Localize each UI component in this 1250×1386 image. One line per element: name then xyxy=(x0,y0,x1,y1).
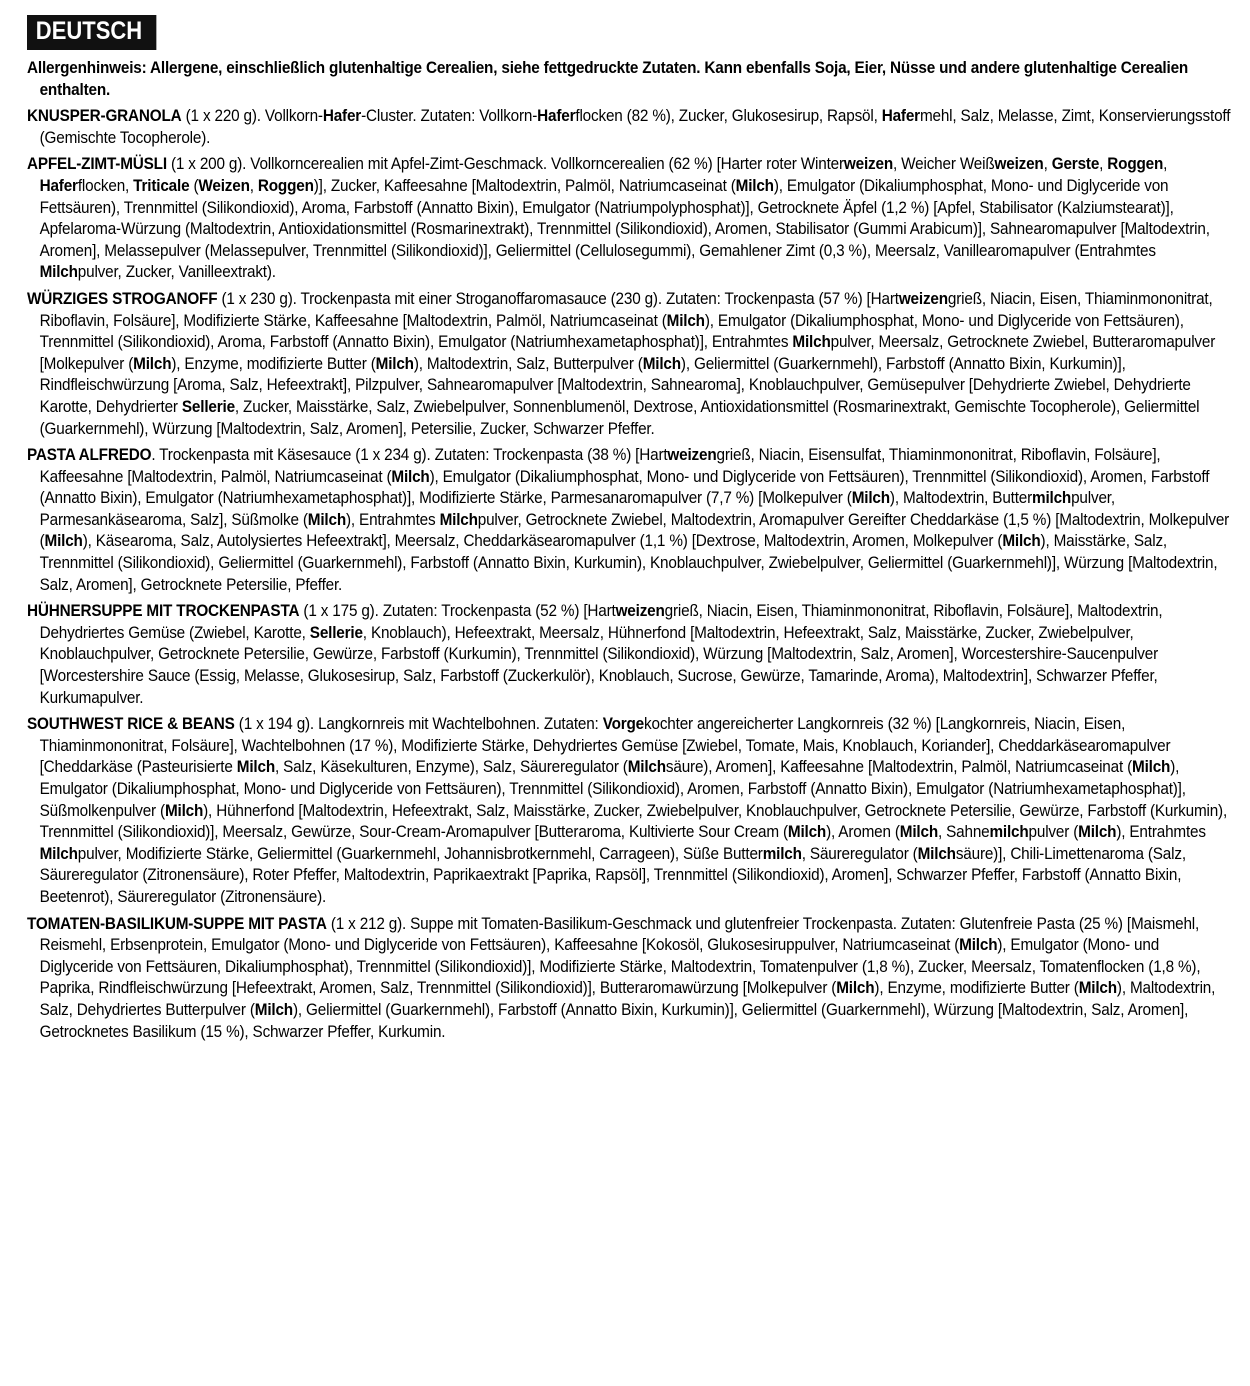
product-paragraph-apfel-zimt-muesli: APFEL-ZIMT-MÜSLI (1 x 200 g). Vollkorncerealien mit Apfel-Zimt-Geschmack. Vollkorncerealien (62 %) [Harter roter Winterweizen, Weicher Weißweizen, Gerste, Roggen, Haferflocken, Triticale (Weizen, Roggen)], Zucker, Kaffeesahne [Maltodextrin, Palmöl, Natriumcaseinat (Milch), Emulgator (Dikaliumphosphat, Mono- und Diglyceride von Fettsäuren), Trennmittel (Silikondioxid), Aroma, Farbstoff (Annatto Bixin), Emulgator (Natriumpolyphosphat)], Getrocknete Äpfel (1,2 %) [Apfel, Stabilisator (Kalziumstearat)], Apfelaroma-Würzung (Maltodextrin, Antioxidationsmittel (Rosmarinextrakt), Trennmittel (Silikondioxid), Aromen, Stabilisator (Gummi Arabicum)], Sahnearomapulver [Maltodextrin, Aromen], Melassepulver (Melassepulver, Trennmittel (Silikondioxid)], Geliermittel (Cellulosegummi), Gemahlener Zimt (0,3 %), Meersalz, Vanillearomapulver (Entrahmtes Milchpulver, Zucker, Vanilleextrakt). xyxy=(27,154,1210,282)
product-paragraph-tomaten-basilikum-suppe: TOMATEN-BASILIKUM-SUPPE MIT PASTA (1 x 212 g). Suppe mit Tomaten-Basilikum-Geschmack und glutenfreier Trockenpasta. Zutaten: Glutenfreie Pasta (25 %) [Maismehl, Reismehl, Erbsenprotein, Emulgator (Mono- und Diglyceride von Fettsäuren), Kaffeesahne [Kokosöl, Glukosesiruppulver, Natriumcaseinat (Milch), Emulgator (Mono- und Diglyceride von Fettsäuren, Dikaliumphosphat), Trennmittel (Silikondioxid)], Modifizierte Stärke, Maltodextrin, Tomatenpulver (1,8 %), Zucker, Meersalz, Tomatenflocken (1,8 %), Paprika, Rindfleischwürzung [Hefeextrakt, Aromen, Salz, Trennmittel (Silikondioxid)], Butteraromawürzung [Molkepulver (Milch), Enzyme, modifizierte Butter (Milch), Maltodextrin, Salz, Dehydriertes Butterpulver (Milch), Geliermittel (Guarkernmehl), Farbstoff (Annatto Bixin, Kurkumin)], Geliermittel (Guarkernmehl), Würzung [Maltodextrin, Salz, Aromen], Getrocknetes Basilikum (15 %), Schwarzer Pfeffer, Kurkumin. xyxy=(27,913,1216,1041)
language-header-label: DEUTSCH xyxy=(35,17,143,45)
product-paragraph-knusper-granola: KNUSPER-GRANOLA (1 x 220 g). Vollkorn-Hafer-Cluster. Zutaten: Vollkorn-Haferflocken (82 %), Zucker, Glukosesirup, Rapsöl, Hafermehl, Salz, Melasse, Zimt, Konservierungsstoff (Gemischte Tocopherole). xyxy=(27,106,1231,147)
allergen-notice: Allergenhinweis: Allergene, einschließlich glutenhaltige Cerealien, siehe fettgedruckte Zutaten. Kann ebenfalls Soja, Eier, Nüsse und andere glutenhaltige Cerealien enthalten. xyxy=(27,58,1189,99)
product-paragraph-pasta-alfredo: PASTA ALFREDO. Trockenpasta mit Käsesauce (1 x 234 g). Zutaten: Trockenpasta (38 %) [Hartweizengrieß, Niacin, Eisensulfat, Thiaminmononitrat, Riboflavin, Folsäure], Kaffeesahne [Maltodextrin, Palmöl, Natriumcaseinat (Milch), Emulgator (Dikaliumphosphat, Mono- und Diglyceride von Fettsäuren), Trennmittel (Silikondioxid), Aromen, Farbstoff (Annatto Bixin), Emulgator (Natriumhexametaphosphat)], Modifizierte Stärke, Parmesanaromapulver (7,7 %) [Molkepulver (Milch), Maltodextrin, Buttermilchpulver, Parmesankäsearoma, Salz], Süßmolke (Milch), Entrahmtes Milchpulver, Getrocknete Zwiebel, Maltodextrin, Aromapulver Gereifter Cheddarkäse (1,5 %) [Maltodextrin, Molkepulver (Milch), Käsearoma, Salz, Autolysiertes Hefeextrakt], Meersalz, Cheddarkäsearomapulver (1,1 %) [Dextrose, Maltodextrin, Aromen, Molkepulver (Milch), Maisstärke, Salz, Trennmittel (Silikondioxid), Geliermittel (Guarkernmehl), Farbstoff (Annatto Bixin, Kurkumin), Knoblauchpulver, Zwiebelpulver, Geliermittel (Guarkernmehl)], Würzung [Maltodextrin, Salz, Aromen], Getrocknete Petersilie, Pfeffer. xyxy=(27,445,1230,594)
label-content xyxy=(27,57,1235,1042)
product-paragraph-southwest-rice-beans: SOUTHWEST RICE & BEANS (1 x 194 g). Langkornreis mit Wachtelbohnen. Zutaten: Vorgekochter angereicherter Langkornreis (32 %) [Langkornreis, Niacin, Eisen, Thiaminmononitrat, Folsäure], Wachtelbohnen (17 %), Modifizierte Stärke, Dehydriertes Gemüse [Zwiebel, Tomate, Mais, Knoblauch, Koriander], Cheddarkäsearomapulver [Cheddarkäse (Pasteurisierte Milch, Salz, Käsekulturen, Enzyme), Salz, Säureregulator (Milchsäure), Aromen], Kaffeesahne [Maltodextrin, Palmöl, Natriumcaseinat (Milch), Emulgator (Dikaliumphosphat, Mono- und Diglyceride von Fettsäuren), Trennmittel (Silikondioxid), Aromen, Farbstoff (Annatto Bixin), Emulgator (Natriumhexametaphosphat)], Süßmolkenpulver (Milch), Hühnerfond [Maltodextrin, Hefeextrakt, Salz, Maisstärke, Zucker, Zwiebelpulver, Knoblauchpulver, Getrocknete Petersilie, Gewürze, Farbstoff (Kurkumin), Trennmittel (Silikondioxid)], Meersalz, Gewürze, Sour-Cream-Aromapulver [Butteraroma, Kultivierte Sour Cream (Milch), Aromen (Milch, Sahnemilchpulver (Milch), Entrahmtes Milchpulver, Modifizierte Stärke, Geliermittel (Guarkernmehl, Johannisbrotkernmehl, Carrageen), Süße Buttermilch, Säureregulator (Milchsäure)], Chili-Limettenaroma (Salz, Säureregulator (Zitronensäure), Roter Pfeffer, Maltodextrin, Paprikaextrakt [Paprika, Rapsöl], Trennmittel (Silikondioxid), Aromen], Schwarzer Pfeffer, Farbstoff (Annatto Bixin, Beetenrot), Säureregulator (Zitronensäure). xyxy=(27,714,1228,906)
language-header-badge xyxy=(27,15,156,50)
product-paragraph-wuerziges-stroganoff: WÜRZIGES STROGANOFF (1 x 230 g). Trockenpasta mit einer Stroganoffaromasauce (230 g). Zutaten: Trockenpasta (57 %) [Hartweizengrieß, Niacin, Eisen, Thiaminmononitrat, Riboflavin, Folsäure], Modifizierte Stärke, Kaffeesahne [Maltodextrin, Palmöl, Natriumcaseinat (Milch), Emulgator (Dikaliumphosphat, Mono- und Diglyceride von Fettsäuren), Trennmittel (Silikondioxid), Aroma, Farbstoff (Annatto Bixin), Emulgator (Natriumhexametaphosphat)], Entrahmtes Milchpulver, Meersalz, Getrocknete Zwiebel, Butteraromapulver [Molkepulver (Milch), Enzyme, modifizierte Butter (Milch), Maltodextrin, Salz, Butterpulver (Milch), Geliermittel (Guarkernmehl), Farbstoff (Annatto Bixin, Kurkumin)], Rindfleischwürzung [Aroma, Salz, Hefeextrakt], Pilzpulver, Sahnearomapulver [Maltodextrin, Sahnearoma], Knoblauchpulver, Gemüsepulver [Dehydrierte Zwiebel, Dehydrierte Karotte, Dehydrierter Sellerie, Zucker, Maisstärke, Salz, Zwiebelpulver, Sonnenblumenöl, Dextrose, Antioxidationsmittel (Rosmarinextrakt, Gemischte Tocopherole), Geliermittel (Guarkernmehl), Würzung [Maltodextrin, Salz, Aromen], Petersilie, Zucker, Schwarzer Pfeffer. xyxy=(27,288,1216,438)
product-paragraph-huehnersuppe: HÜHNERSUPPE MIT TROCKENPASTA (1 x 175 g). Zutaten: Trockenpasta (52 %) [Hartweizengrieß, Niacin, Eisen, Thiaminmononitrat, Riboflavin, Folsäure], Maltodextrin, Dehydriertes Gemüse (Zwiebel, Karotte, Sellerie, Knoblauch), Hefeextrakt, Meersalz, Hühnerfond [Maltodextrin, Hefeextrakt, Salz, Maisstärke, Zucker, Zwiebelpulver, Knoblauchpulver, Getrocknete Petersilie, Gewürze, Farbstoff (Kurkumin), Trennmittel (Silikondioxid), Würzung [Maltodextrin, Salz, Aromen], Worcestershire-Saucenpulver [Worcestershire Sauce (Essig, Melasse, Glukosesirup, Salz, Farbstoff (Zuckerkulör), Knoblauch, Sucrose, Gewürze, Tamarinde, Aroma), Maltodextrin], Schwarzer Pfeffer, Kurkumapulver. xyxy=(27,601,1163,707)
